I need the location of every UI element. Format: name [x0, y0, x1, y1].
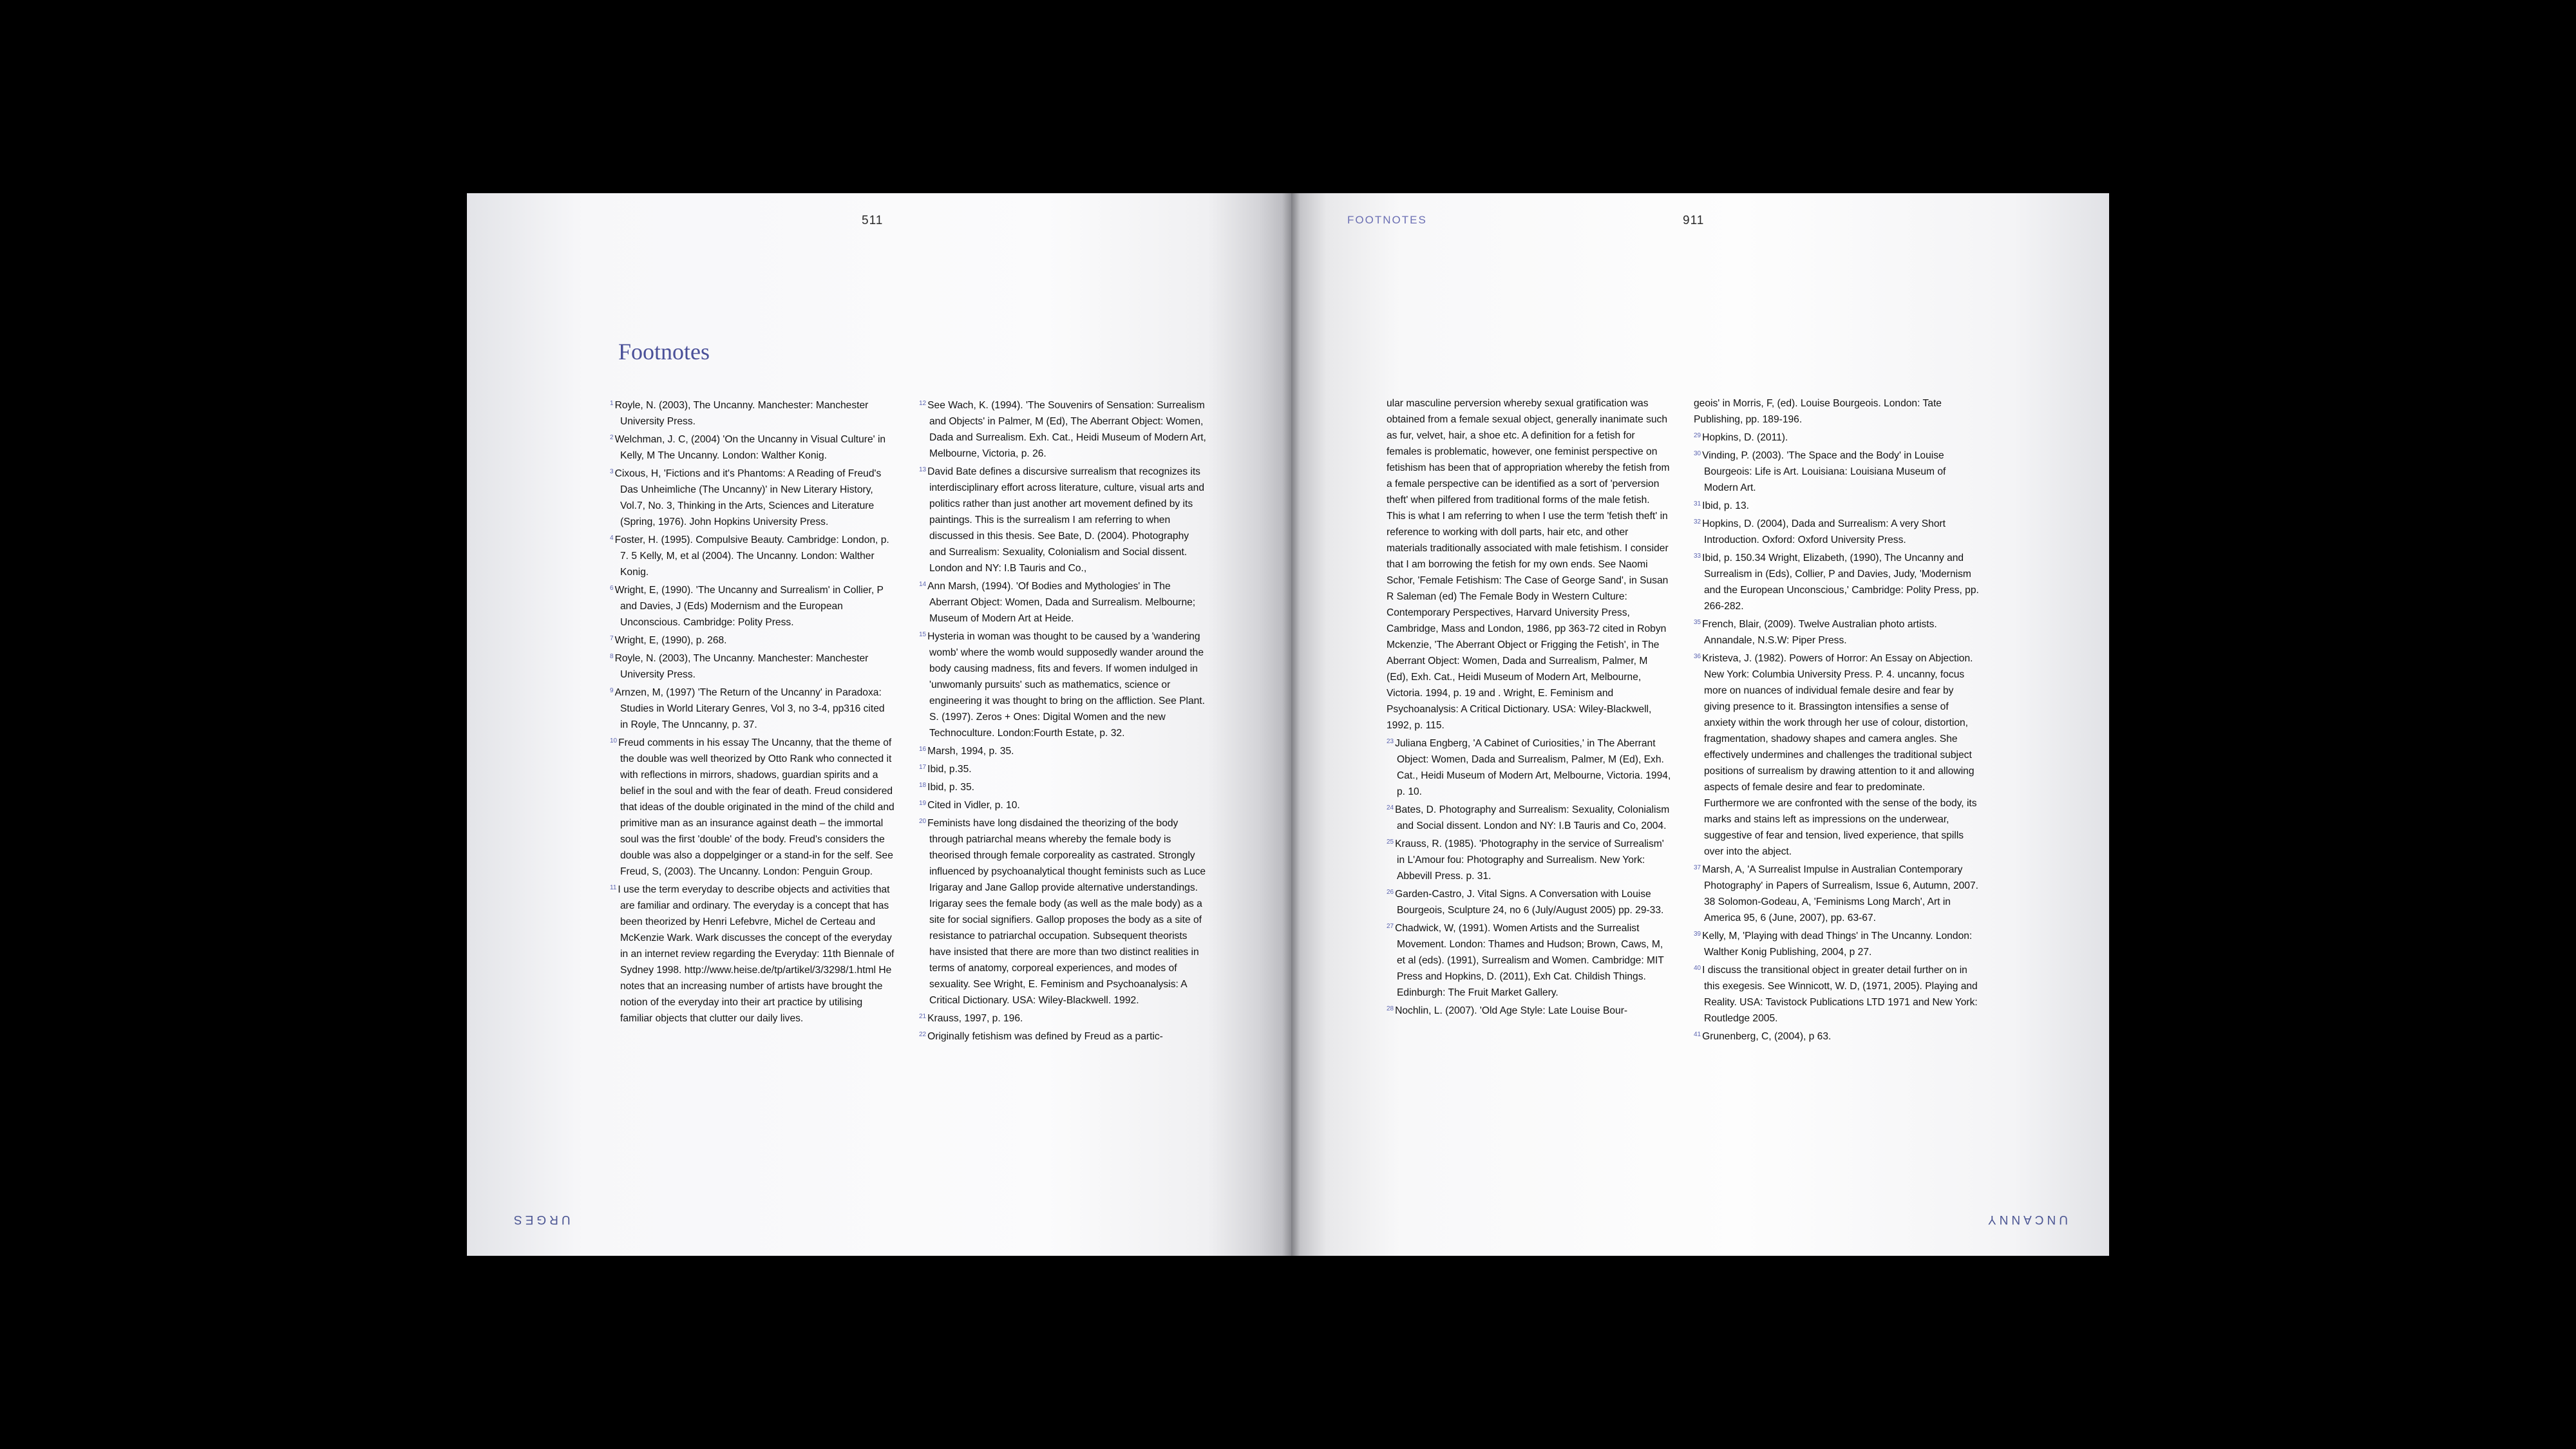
footnote-item	[1694, 860, 1982, 926]
footnote-number: 14	[919, 581, 927, 588]
footnote-item	[919, 1027, 1206, 1045]
footnote-number: 30	[1694, 450, 1701, 457]
footnote-number: 27	[1387, 923, 1394, 930]
footnote-text: Freud comments in his essay The Uncanny, that the theme of the double was well theorized by Otto Rank who connected it with reflections in mirrors, shadows, guardian spirits and a belief in the soul and with the fear of death. Freud considered that ideas of the double originated in the mind of the child and primitive man as an insurance against death – the immortal soul was the first 'double' of the body. Freud's considers the double was also a doppelginger or a stand-in for the self. See Freud, S, (2003). The Uncanny. London: Penguin Group.	[618, 737, 895, 877]
footnote-number: 41	[1694, 1031, 1701, 1038]
section-label-urges: URGES	[511, 1213, 571, 1226]
footnote-item	[1387, 395, 1671, 734]
footnote-item	[919, 576, 1206, 627]
footnote-number: 23	[1387, 738, 1394, 745]
footnote-item	[1387, 918, 1671, 1001]
footnote-text: Wright, E, (1990). 'The Uncanny and Surrealism' in Collier, P and Davies, J (Eds) Modernism and the European Unconscious. Cambridge: Polity Press.	[614, 585, 884, 628]
footnote-text: Arnzen, M, (1997) 'The Return of the Uncanny' in Paradoxa: Studies in World Literary Genres, Vol 3, no 3-4, pp316 cited in Royle, The Unncanny, p. 37.	[614, 687, 885, 730]
footnote-number: 24	[1387, 804, 1394, 811]
footnote-number: 19	[919, 800, 927, 807]
footnotes-column-2	[919, 395, 1206, 1045]
footnote-text: Ibid, p. 13.	[1702, 500, 1749, 511]
footnote-text: Hysteria in woman was thought to be caused by a 'wandering womb' where the womb would supposedly wander around the body causing madness, fits and fevers. If women indulged in 'unwomanly pursuits' such as mathematics, science or engineering it was thought to bring on the affliction. See Plant. S. (1997). Zeros + Ones: Digital Women and the new Technoculture. London:Fourth Estate, p. 32.	[927, 631, 1205, 739]
footnotes-column-1	[610, 395, 895, 1027]
footnote-item	[610, 733, 895, 880]
footnote-number: 36	[1694, 653, 1701, 660]
footnote-number: 25	[1387, 838, 1394, 846]
footnote-item	[610, 464, 895, 530]
footnote-number: 22	[919, 1031, 927, 1038]
footnote-text: I use the term everyday to describe objects and activities that are familiar and ordinary. The everyday is a concept that has been theorized by Henri Lefebvre, Michel de Certeau and McKenzie Wark. Wark discusses the concept of the everyday in an internet review regarding the Everyday: 11th Biennale of Sydney 1998. http://www.heise.de/tp/artikel/3/3298/1.html He notes that an increasing number of artists have brought the notion of the everyday into their art practice by utilising familiar objects that clutter our daily lives.	[618, 884, 895, 1024]
footnote-item	[919, 462, 1206, 576]
footnote-text: Welchman, J. C, (2004) 'On the Uncanny in Visual Culture' in Kelly, M The Uncanny. London: Walther Konig.	[614, 434, 886, 461]
footnote-text: Ibid, p.35.	[927, 764, 972, 775]
footnote-text: Garden-Castro, J. Vital Signs. A Conversation with Louise Bourgeois, Sculpture 24, no 6 (July/August 2005) pp. 29-33.	[1395, 889, 1664, 916]
footnote-text: Hopkins, D. (2011).	[1702, 432, 1788, 443]
footnote-item	[919, 759, 1206, 777]
footnote-number: 9	[610, 687, 614, 694]
footnote-text: Vinding, P. (2003). 'The Space and the Body' in Louise Bourgeois: Life is Art. Louisiana: Louisiana Museum of Modern Art.	[1702, 450, 1946, 493]
footnote-text: Royle, N. (2003), The Uncanny. Manchester: Manchester University Press.	[614, 653, 869, 680]
footnotes-column-4	[1694, 395, 1982, 1045]
footnote-number: 15	[919, 631, 927, 638]
footnote-item	[1694, 960, 1982, 1027]
footnote-item	[1694, 614, 1982, 649]
footnote-number: 6	[610, 585, 614, 592]
page-number-right: 911	[1683, 214, 1705, 227]
footnote-item	[1387, 884, 1671, 918]
footnote-number: 26	[1387, 889, 1394, 896]
footnote-item	[610, 580, 895, 630]
footnote-item	[610, 395, 895, 430]
footnote-number: 29	[1694, 432, 1701, 439]
footnote-text: French, Blair, (2009). Twelve Australian photo artists. Annandale, N.S.W: Piper Press.	[1702, 619, 1937, 646]
footnote-text: Kelly, M, 'Playing with dead Things' in The Uncanny. London: Walther Konig Publishing, 2004, p 27.	[1702, 931, 1973, 958]
footnote-text: Marsh, 1994, p. 35.	[927, 746, 1014, 757]
footnote-item	[1387, 1001, 1671, 1019]
footnote-item	[1694, 649, 1982, 860]
footnote-text: Chadwick, W, (1991). Women Artists and the Surrealist Movement. London: Thames and Hudson; Brown, Caws, M, et al (eds). (1991), Surrealism and Women. Cambridge: MIT Press and Hopkins, D. (2011), Exh Cat. Childish Things. Edinburgh: The Fruit Market Gallery.	[1395, 923, 1664, 998]
footnote-item	[1694, 548, 1982, 614]
footnote-item	[919, 813, 1206, 1009]
footnote-text: Marsh, A, 'A Surrealist Impulse in Australian Contemporary Photography' in Papers of Surrealism, Issue 6, Autumn, 2007. 38 Solomon-Godeau, A, 'Feminisms Long March', Art in America 95, 6 (June, 2007), pp. 63-67.	[1702, 864, 1978, 923]
footnote-number: 37	[1694, 864, 1701, 871]
footnote-number: 1	[610, 400, 614, 407]
right-page	[1291, 193, 2109, 1256]
footnote-number: 32	[1694, 518, 1701, 526]
footnote-item	[1694, 395, 1982, 428]
page-number-left: 511	[862, 214, 884, 227]
footnote-item	[1387, 834, 1671, 884]
running-head: FOOTNOTES	[1347, 214, 1427, 226]
footnote-number: 17	[919, 764, 927, 771]
footnote-number: 10	[610, 737, 618, 744]
footnote-item	[919, 1009, 1206, 1027]
footnote-item	[919, 741, 1206, 759]
footnote-number: 2	[610, 434, 614, 441]
footnote-number: 39	[1694, 931, 1701, 938]
footnote-text: Ibid, p. 35.	[927, 782, 974, 793]
footnote-number: 13	[919, 466, 927, 473]
footnote-text: David Bate defines a discursive surrealism that recognizes its interdisciplinary effort across literature, culture, visual arts and politics rather than just another art movement defined by its paintings. This is the surrealism I am referring to when discussed in this thesis. See Bate, D. (2004). Photography and Surrealism: Sexuality, Colonialism and Social dissent. London and NY: I.B Tauris and Co.,	[927, 466, 1204, 574]
footnote-text: geois' in Morris, F, (ed). Louise Bourgeois. London: Tate Publishing, pp. 189-196.	[1694, 398, 1942, 425]
footnote-number: 7	[610, 635, 614, 642]
footnote-number: 28	[1387, 1005, 1394, 1012]
footnote-text: Cited in Vidler, p. 10.	[927, 800, 1020, 811]
footnote-text: Originally fetishism was defined by Freud as a partic-	[927, 1031, 1163, 1042]
footnote-item	[919, 777, 1206, 795]
footnote-item	[1694, 1027, 1982, 1045]
footnote-number: 35	[1694, 619, 1701, 626]
footnote-text: Feminists have long disdained the theorizing of the body through patriarchal means whereby the female body is theorised through female corporeality as castrated. Strongly influenced by psychoanalytical thought feminists such as Luce Irigaray and Jane Gallop provide alternative understandings. Irigaray sees the female body (as well as the male body) as a site for social signifiers. Gallop proposes the body as a site of resistance to patriarchal occupation. Subsequent theorists have insisted that there are more than two distinct realities in terms of anatomy, corporeal experiences, and modes of sexuality. See Wright, E. Feminism and Psychoanalysis: A Critical Dictionary. USA: Wiley-Blackwell. 1992.	[927, 818, 1206, 1006]
footnote-number: 33	[1694, 553, 1701, 560]
footnote-text: Ann Marsh, (1994). 'Of Bodies and Mythologies' in The Aberrant Object: Women, Dada and Surrealism. Melbourne; Museum of Modern Art at Heide.	[927, 581, 1196, 624]
footnote-number: 11	[610, 884, 617, 891]
footnote-item	[1694, 428, 1982, 446]
footnote-item	[1694, 514, 1982, 548]
footnote-item	[919, 627, 1206, 741]
footnote-item	[919, 795, 1206, 813]
footnote-number: 20	[919, 818, 927, 825]
section-label-uncanny: UNCANNY	[1985, 1213, 2068, 1226]
footnote-item	[919, 395, 1206, 462]
footnote-item	[610, 630, 895, 649]
footnote-number: 12	[919, 400, 927, 407]
footnote-item	[1694, 446, 1982, 496]
footnote-item	[1694, 926, 1982, 960]
footnotes-heading: Footnotes	[618, 339, 710, 365]
footnote-item	[1387, 734, 1671, 800]
footnote-item	[1387, 800, 1671, 834]
footnote-text: Bates, D. Photography and Surrealism: Sexuality, Colonialism and Social dissent. London and NY: I.B Tauris and Co, 2004.	[1395, 804, 1670, 831]
footnote-text: Wright, E, (1990), p. 268.	[614, 635, 727, 646]
footnote-item	[610, 430, 895, 464]
footnote-text: Krauss, 1997, p. 196.	[927, 1013, 1023, 1024]
footnote-text: Nochlin, L. (2007). 'Old Age Style: Late Louise Bour-	[1395, 1005, 1628, 1016]
footnote-text: Royle, N. (2003), The Uncanny. Manchester: Manchester University Press.	[614, 400, 869, 427]
footnote-number: 31	[1694, 500, 1701, 507]
footnote-text: ular masculine perversion whereby sexual gratification was obtained from a female sexual object, generally inanimate such as fur, velvet, hair, a shoe etc. A definition for a fetish for females is problematic, however, one feminist perspective on fetishism has been that of appropriation whereby the fetish from a female perspective can be identified as a sort of 'perversion theft' when pilfered from traditional forms of the male fetish. This is what I am referring to when I use the term 'fetish theft' in reference to working with doll parts, hair etc, and other materials traditionally associated with male fetishism. I consider that I am borrowing the fetish for my own ends. See Naomi Schor, 'Female Fetishism: The Case of George Sand', in Susan R Saleman (ed) The Female Body in Western Culture: Contemporary Perspectives, Harvard University Press, Cambridge, Mass and London, 1986, pp 363-72 cited in Robyn Mckenzie, 'The Aberrant Object or Frigging the Fetish', in The Aberrant Object: Women, Dada and Surrealism, Palmer, M (Ed), Exh. Cat., Heidi Museum of Modern Art, Melbourne, Victoria. 1994, p. 19 and . Wright, E. Feminism and Psychoanalysis: A Critical Dictionary. USA: Wiley-Blackwell, 1992, p. 115.	[1387, 398, 1670, 731]
footnote-text: Juliana Engberg, 'A Cabinet of Curiosities,' in The Aberrant Object: Women, Dada and Surrealism, Palmer, M (Ed), Exh. Cat., Heidi Museum of Modern Art, Melbourne, Victoria. 1994, p. 10.	[1395, 738, 1671, 797]
footnote-text: I discuss the transitional object in greater detail further on in this exegesis. See Winnicott, W. D, (1971, 2005). Playing and Reality. USA: Tavistock Publications LTD 1971 and New York: Routledge 2005.	[1702, 965, 1978, 1024]
footnote-number: 4	[610, 535, 614, 542]
footnotes-column-3	[1387, 395, 1671, 1019]
footnote-item	[610, 530, 895, 580]
footnote-text: Hopkins, D. (2004), Dada and Surrealism: A very Short Introduction. Oxford: Oxford University Press.	[1702, 518, 1946, 545]
footnote-number: 40	[1694, 965, 1701, 972]
footnote-number: 18	[919, 782, 927, 789]
footnote-item	[1694, 496, 1982, 514]
footnote-text: Ibid, p. 150.34 Wright, Elizabeth, (1990), The Uncanny and Surrealism in (Eds), Collier, P and Davies, Judy, 'Modernism and the European Unconscious,' Cambridge: Polity Press, pp. 266-282.	[1702, 553, 1979, 612]
footnote-text: Grunenberg, C, (2004), p 63.	[1702, 1031, 1832, 1042]
footnote-text: Cixous, H, 'Fictions and it's Phantoms: A Reading of Freud's Das Unheimliche (The Uncanny)' in New Literary History, Vol.7, No. 3, Thinking in the Arts, Sciences and Literature (Spring, 1976). John Hopkins University Press.	[614, 468, 882, 527]
footnote-number: 3	[610, 468, 614, 475]
footnote-item	[610, 683, 895, 733]
left-page	[467, 193, 1291, 1256]
footnote-item	[610, 649, 895, 683]
footnote-number: 8	[610, 653, 614, 660]
footnote-text: See Wach, K. (1994). 'The Souvenirs of Sensation: Surrealism and Objects' in Palmer, M (Ed), The Aberrant Object: Women, Dada and Surrealism. Exh. Cat., Heidi Museum of Modern Art, Melbourne, Victoria, p. 26.	[927, 400, 1206, 459]
footnote-number: 21	[919, 1013, 927, 1020]
footnote-number: 16	[919, 746, 927, 753]
footnote-item	[610, 880, 895, 1027]
footnote-text: Krauss, R. (1985). 'Photography in the service of Surrealism' in L'Amour fou: Photography and Surrealism. New York: Abbevill Press. p. 31.	[1395, 838, 1664, 882]
footnote-text: Foster, H. (1995). Compulsive Beauty. Cambridge: London, p. 7. 5 Kelly, M, et al (2004). The Uncanny. London: Walther Konig.	[614, 535, 889, 578]
footnote-text: Kristeva, J. (1982). Powers of Horror: An Essay on Abjection. New York: Columbia University Press. P. 4. uncanny, focus more on nuances of individual female desire and fear by giving presence to it. Brassington intensifies a sense of anxiety within the work through her use of colour, distortion, fragmentation, shadowy shapes and camera angles. She effectively undermines and challenges the traditional subject positions of surrealism by drawing attention to it and allowing aspects of female desire and fear to predominate. Furthermore we are confronted with the sense of the body, its marks and stains left as impressions on the underwear, suggestive of fear and tension, lived experience, that spills over into the abject.	[1702, 653, 1977, 857]
